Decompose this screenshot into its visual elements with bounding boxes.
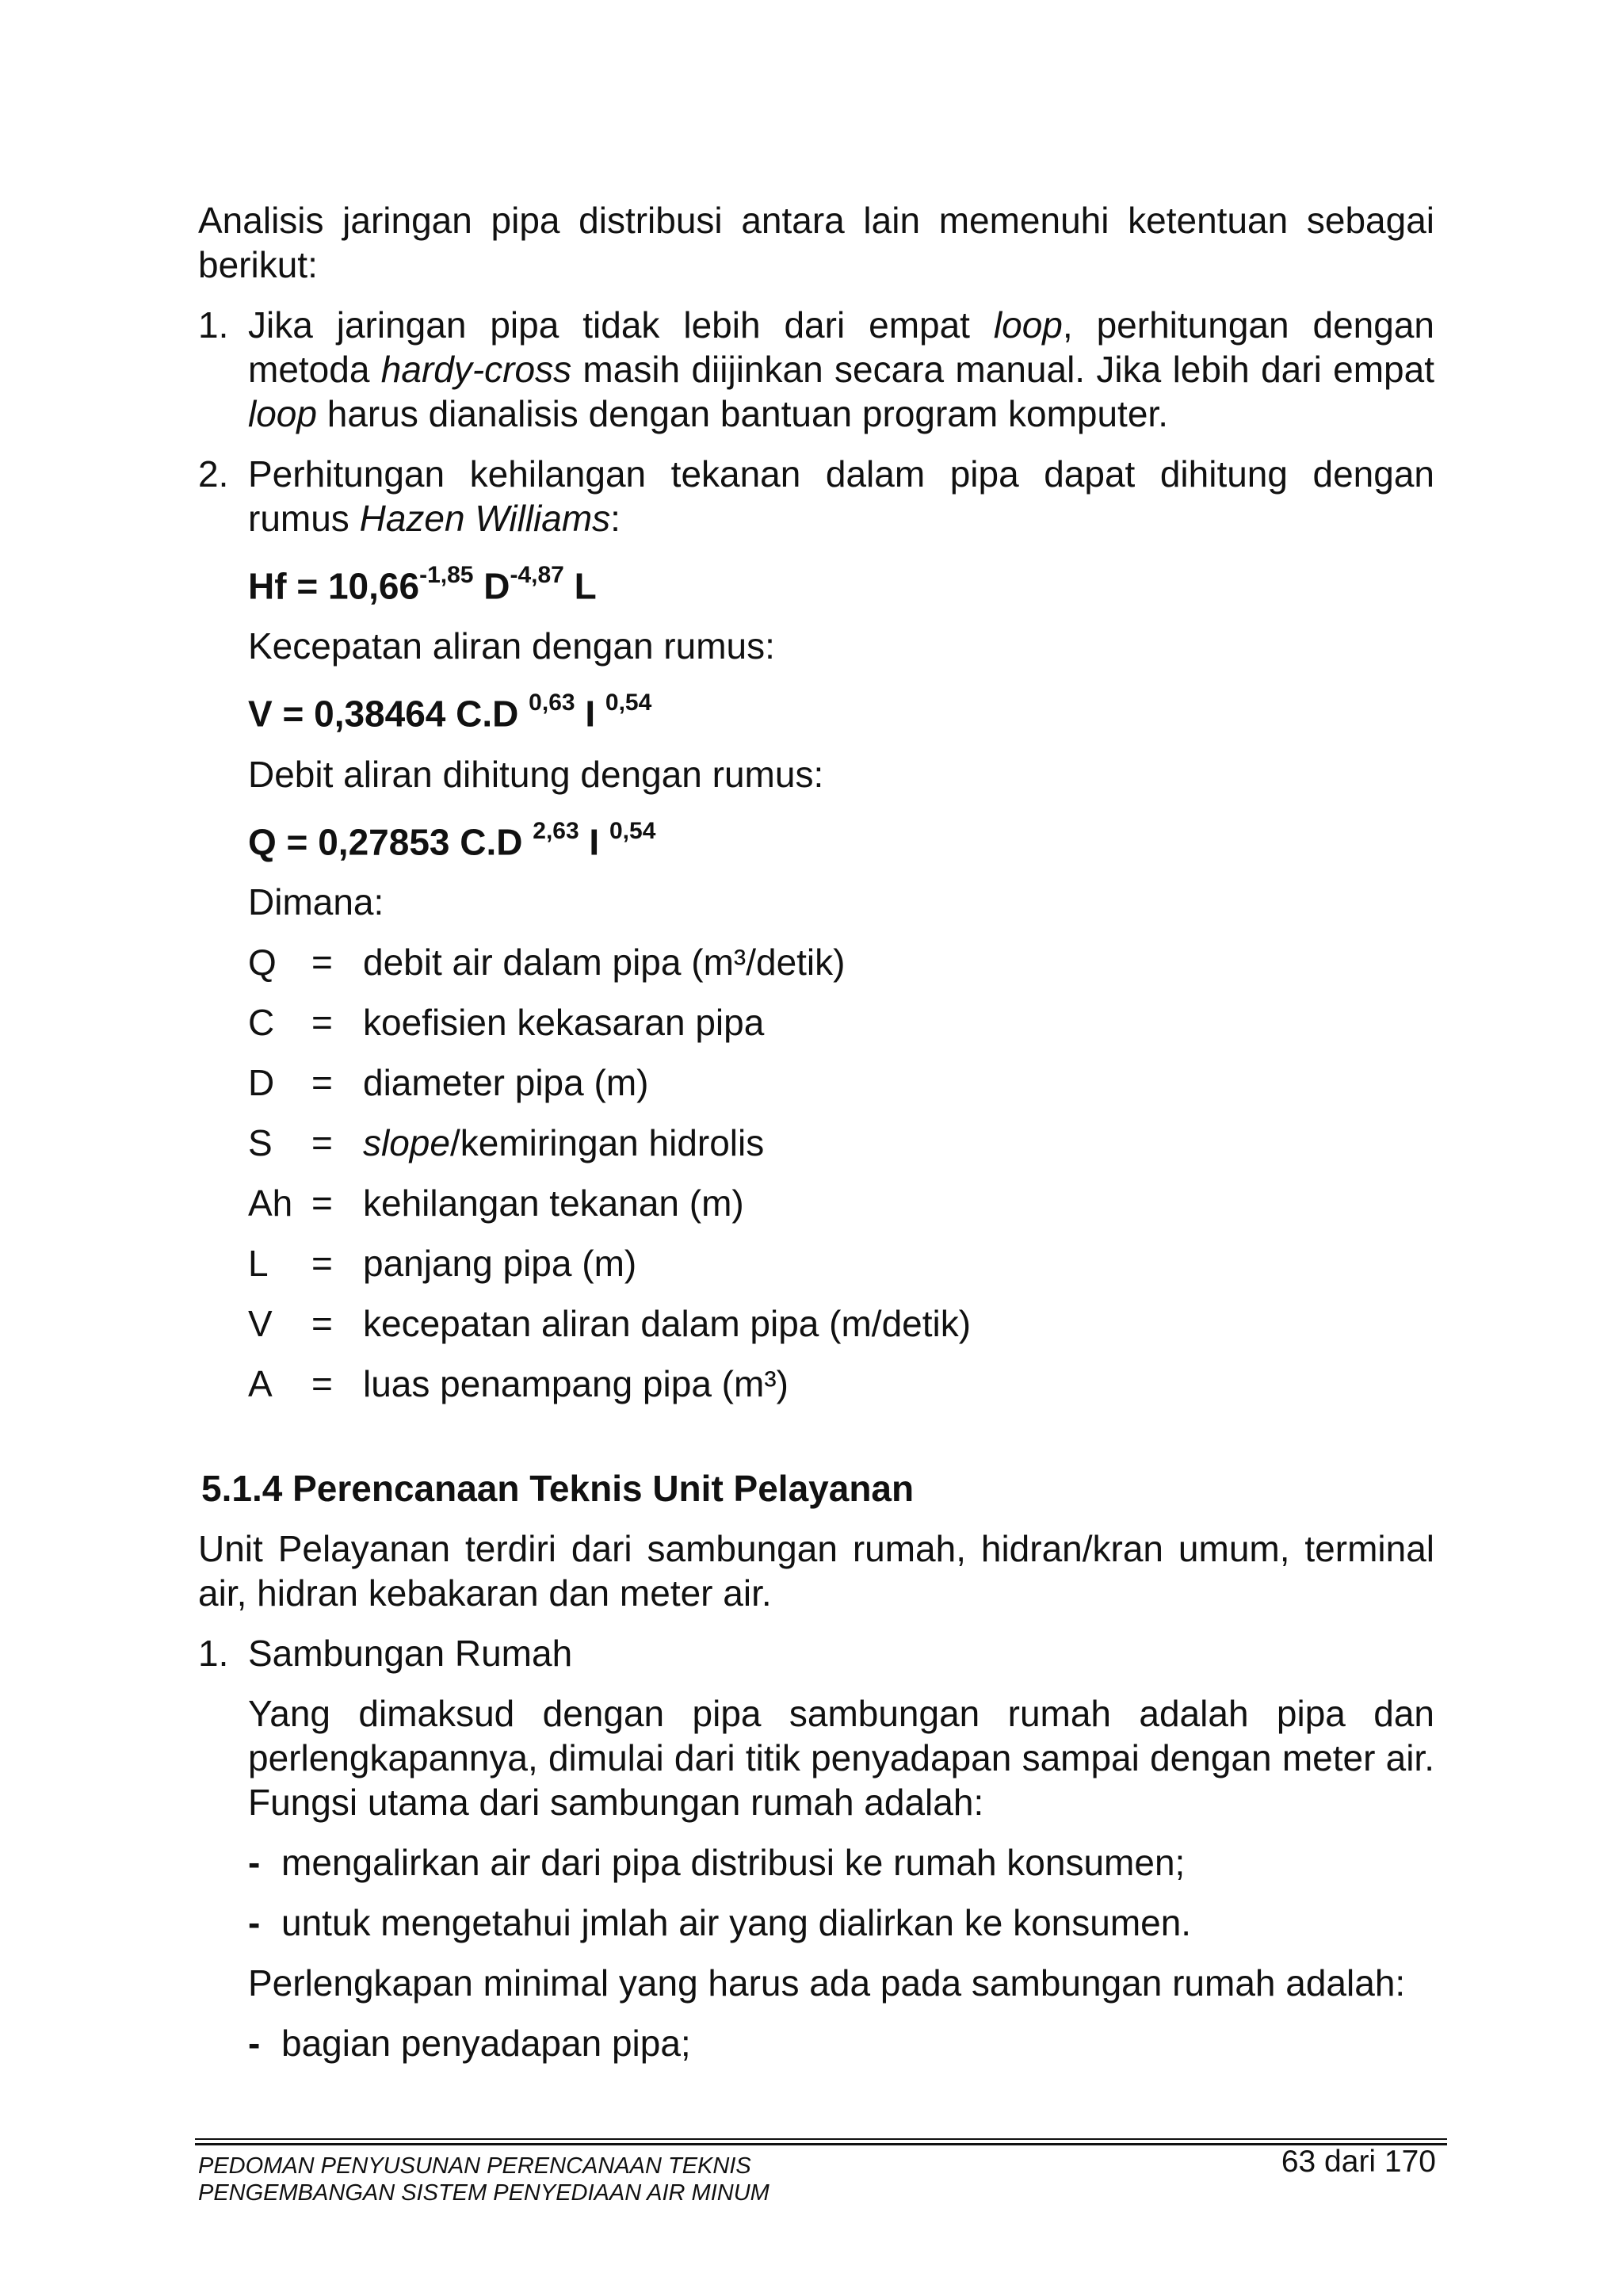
section-heading: 5.1.4 Perencanaan Teknis Unit Pelayanan	[201, 1467, 915, 1509]
variable-row	[248, 1000, 1434, 1045]
formula-discharge	[248, 812, 1434, 864]
list-number: 1.	[198, 304, 229, 346]
variable-row	[248, 1060, 1434, 1105]
bullet-text: mengalirkan air dari pipa distribusi ke rumah konsumen;	[281, 1841, 1186, 1883]
formula-part: I	[575, 693, 605, 735]
formula-part: I	[579, 820, 609, 862]
list-item-2	[198, 452, 1434, 924]
list-item-title: Sambungan Rumah	[248, 1632, 573, 1674]
bullet-item	[248, 1901, 1434, 1945]
formula-exponent: -4,87	[510, 562, 564, 588]
variable-row	[248, 1121, 1434, 1165]
footer-rule	[195, 2138, 1447, 2145]
bullet-text: untuk mengetahui jmlah air yang dialirkan ke konsumen.	[281, 1901, 1192, 1943]
equals-sign: =	[311, 1061, 333, 1103]
list-item-text	[248, 303, 1434, 436]
formula-velocity	[248, 684, 1434, 735]
footer-rule-thin	[195, 2138, 1447, 2140]
section-intro: Unit Pelayanan terdiri dari sambungan rumah, hidran/kran umum, terminal air, hidran kebakaran dan meter air.	[198, 1527, 1434, 1614]
variable-symbol: A	[248, 1362, 273, 1404]
page-content	[198, 198, 1434, 2065]
equals-sign: =	[311, 1001, 333, 1043]
footer-rule-thick	[195, 2143, 1447, 2145]
list-number: 2.	[198, 453, 229, 495]
variable-definition: panjang pipa (m)	[363, 1242, 637, 1284]
variable-symbol: D	[248, 1061, 275, 1103]
formula-hazen-williams	[248, 556, 1434, 608]
equals-sign: =	[311, 941, 333, 983]
formula-exponent: 0,54	[605, 690, 652, 716]
footer-line-2: PENGEMBANGAN SISTEM PENYEDIAAN AIR MINUM	[198, 2180, 769, 2206]
page-number: 63 dari 170	[1281, 2145, 1436, 2179]
formula-part: Hf = 10,66	[248, 565, 420, 607]
variable-row	[248, 1301, 1434, 1346]
equals-sign: =	[311, 1362, 333, 1404]
variable-symbol: Ah	[248, 1182, 293, 1224]
bullet-dash: -	[248, 1841, 261, 1883]
bullet-text: bagian penyadapan pipa;	[281, 2022, 691, 2064]
italic-term: hardy-cross	[380, 349, 572, 390]
italic-term: slope	[363, 1121, 450, 1163]
variable-definition: koefisien kekasaran pipa	[363, 1001, 765, 1043]
variable-symbol: Q	[248, 941, 277, 983]
equals-sign: =	[311, 1121, 333, 1163]
italic-term: Hazen Williams	[359, 498, 611, 539]
variable-symbol: C	[248, 1001, 275, 1043]
formula-part: V = 0,38464 C.D	[248, 693, 529, 735]
section-5-1-4	[198, 1466, 1434, 2065]
variable-list	[198, 940, 1434, 1406]
italic-term: loop	[993, 304, 1063, 346]
variable-definition	[363, 1121, 764, 1165]
intro-paragraph: Analisis jaringan pipa distribusi antara lain memenuhi ketentuan sebagai berikut:	[198, 200, 1434, 285]
formula-exponent: 2,63	[533, 817, 579, 844]
text-run: Jika jaringan pipa tidak lebih dari empat	[248, 304, 994, 346]
formula-exponent: 0,54	[609, 817, 656, 844]
list-number: 1.	[198, 1632, 229, 1674]
variable-symbol: V	[248, 1302, 273, 1344]
bullet-dash: -	[248, 1901, 261, 1943]
variable-row	[248, 1362, 1434, 1406]
debit-label: Debit aliran dihitung dengan rumus:	[248, 753, 824, 795]
variable-row	[248, 1181, 1434, 1225]
variable-definition: kecepatan aliran dalam pipa (m/detik)	[363, 1302, 972, 1344]
list-item-1	[198, 303, 1434, 436]
footer-line-1: PEDOMAN PENYUSUNAN PERENCANAAN TEKNIS	[198, 2153, 751, 2179]
variable-symbol: S	[248, 1121, 273, 1163]
formula-part: Q = 0,27853 C.D	[248, 820, 533, 862]
variable-row	[248, 940, 1434, 984]
text-run: Perhitungan kehilangan tekanan dalam pipa dapat dihitung dengan rumus	[248, 453, 1434, 539]
equals-sign: =	[311, 1302, 333, 1344]
variable-definition: debit air dalam pipa (m³/detik)	[363, 941, 846, 983]
variable-symbol: L	[248, 1242, 269, 1284]
bullet-item	[248, 2021, 1434, 2065]
text-run: harus dianalisis dengan bantuan program komputer.	[316, 393, 1168, 434]
text-run: masih diijinkan secara manual. Jika lebih dari empat	[571, 349, 1434, 390]
formula-part: D	[473, 565, 510, 607]
formula-exponent: 0,63	[529, 690, 575, 716]
text-run: :	[610, 498, 621, 539]
dimana-label: Dimana:	[248, 881, 384, 923]
equals-sign: =	[311, 1182, 333, 1224]
formula-exponent: -1,85	[419, 562, 474, 588]
kecepatan-label: Kecepatan aliran dengan rumus:	[248, 625, 775, 667]
variable-row	[248, 1241, 1434, 1286]
variable-definition: luas penampang pipa (m³)	[363, 1362, 789, 1404]
list-item-sambungan-rumah	[198, 1631, 1434, 2065]
text-run: /kemiringan hidrolis	[449, 1121, 765, 1163]
italic-term: loop	[248, 393, 317, 434]
sambungan-paragraph: Yang dimaksud dengan pipa sambungan rumah adalah pipa dan perlengkapannya, dimulai dari titik penyadapan sampai dengan meter air. Fungsi utama dari sambungan rumah adalah:	[248, 1692, 1434, 1823]
bullet-dash: -	[248, 2022, 261, 2064]
equals-sign: =	[311, 1242, 333, 1284]
perlengkapan-paragraph: Perlengkapan minimal yang harus ada pada sambungan rumah adalah:	[248, 1962, 1406, 2004]
list-item-text	[248, 452, 1434, 541]
variable-definition: kehilangan tekanan (m)	[363, 1182, 744, 1224]
footer-title	[198, 2153, 769, 2206]
formula-part: L	[563, 565, 597, 607]
bullet-item	[248, 1840, 1434, 1885]
variable-definition: diameter pipa (m)	[363, 1061, 649, 1103]
text-run: , perhitungan dengan metoda	[248, 304, 1435, 390]
